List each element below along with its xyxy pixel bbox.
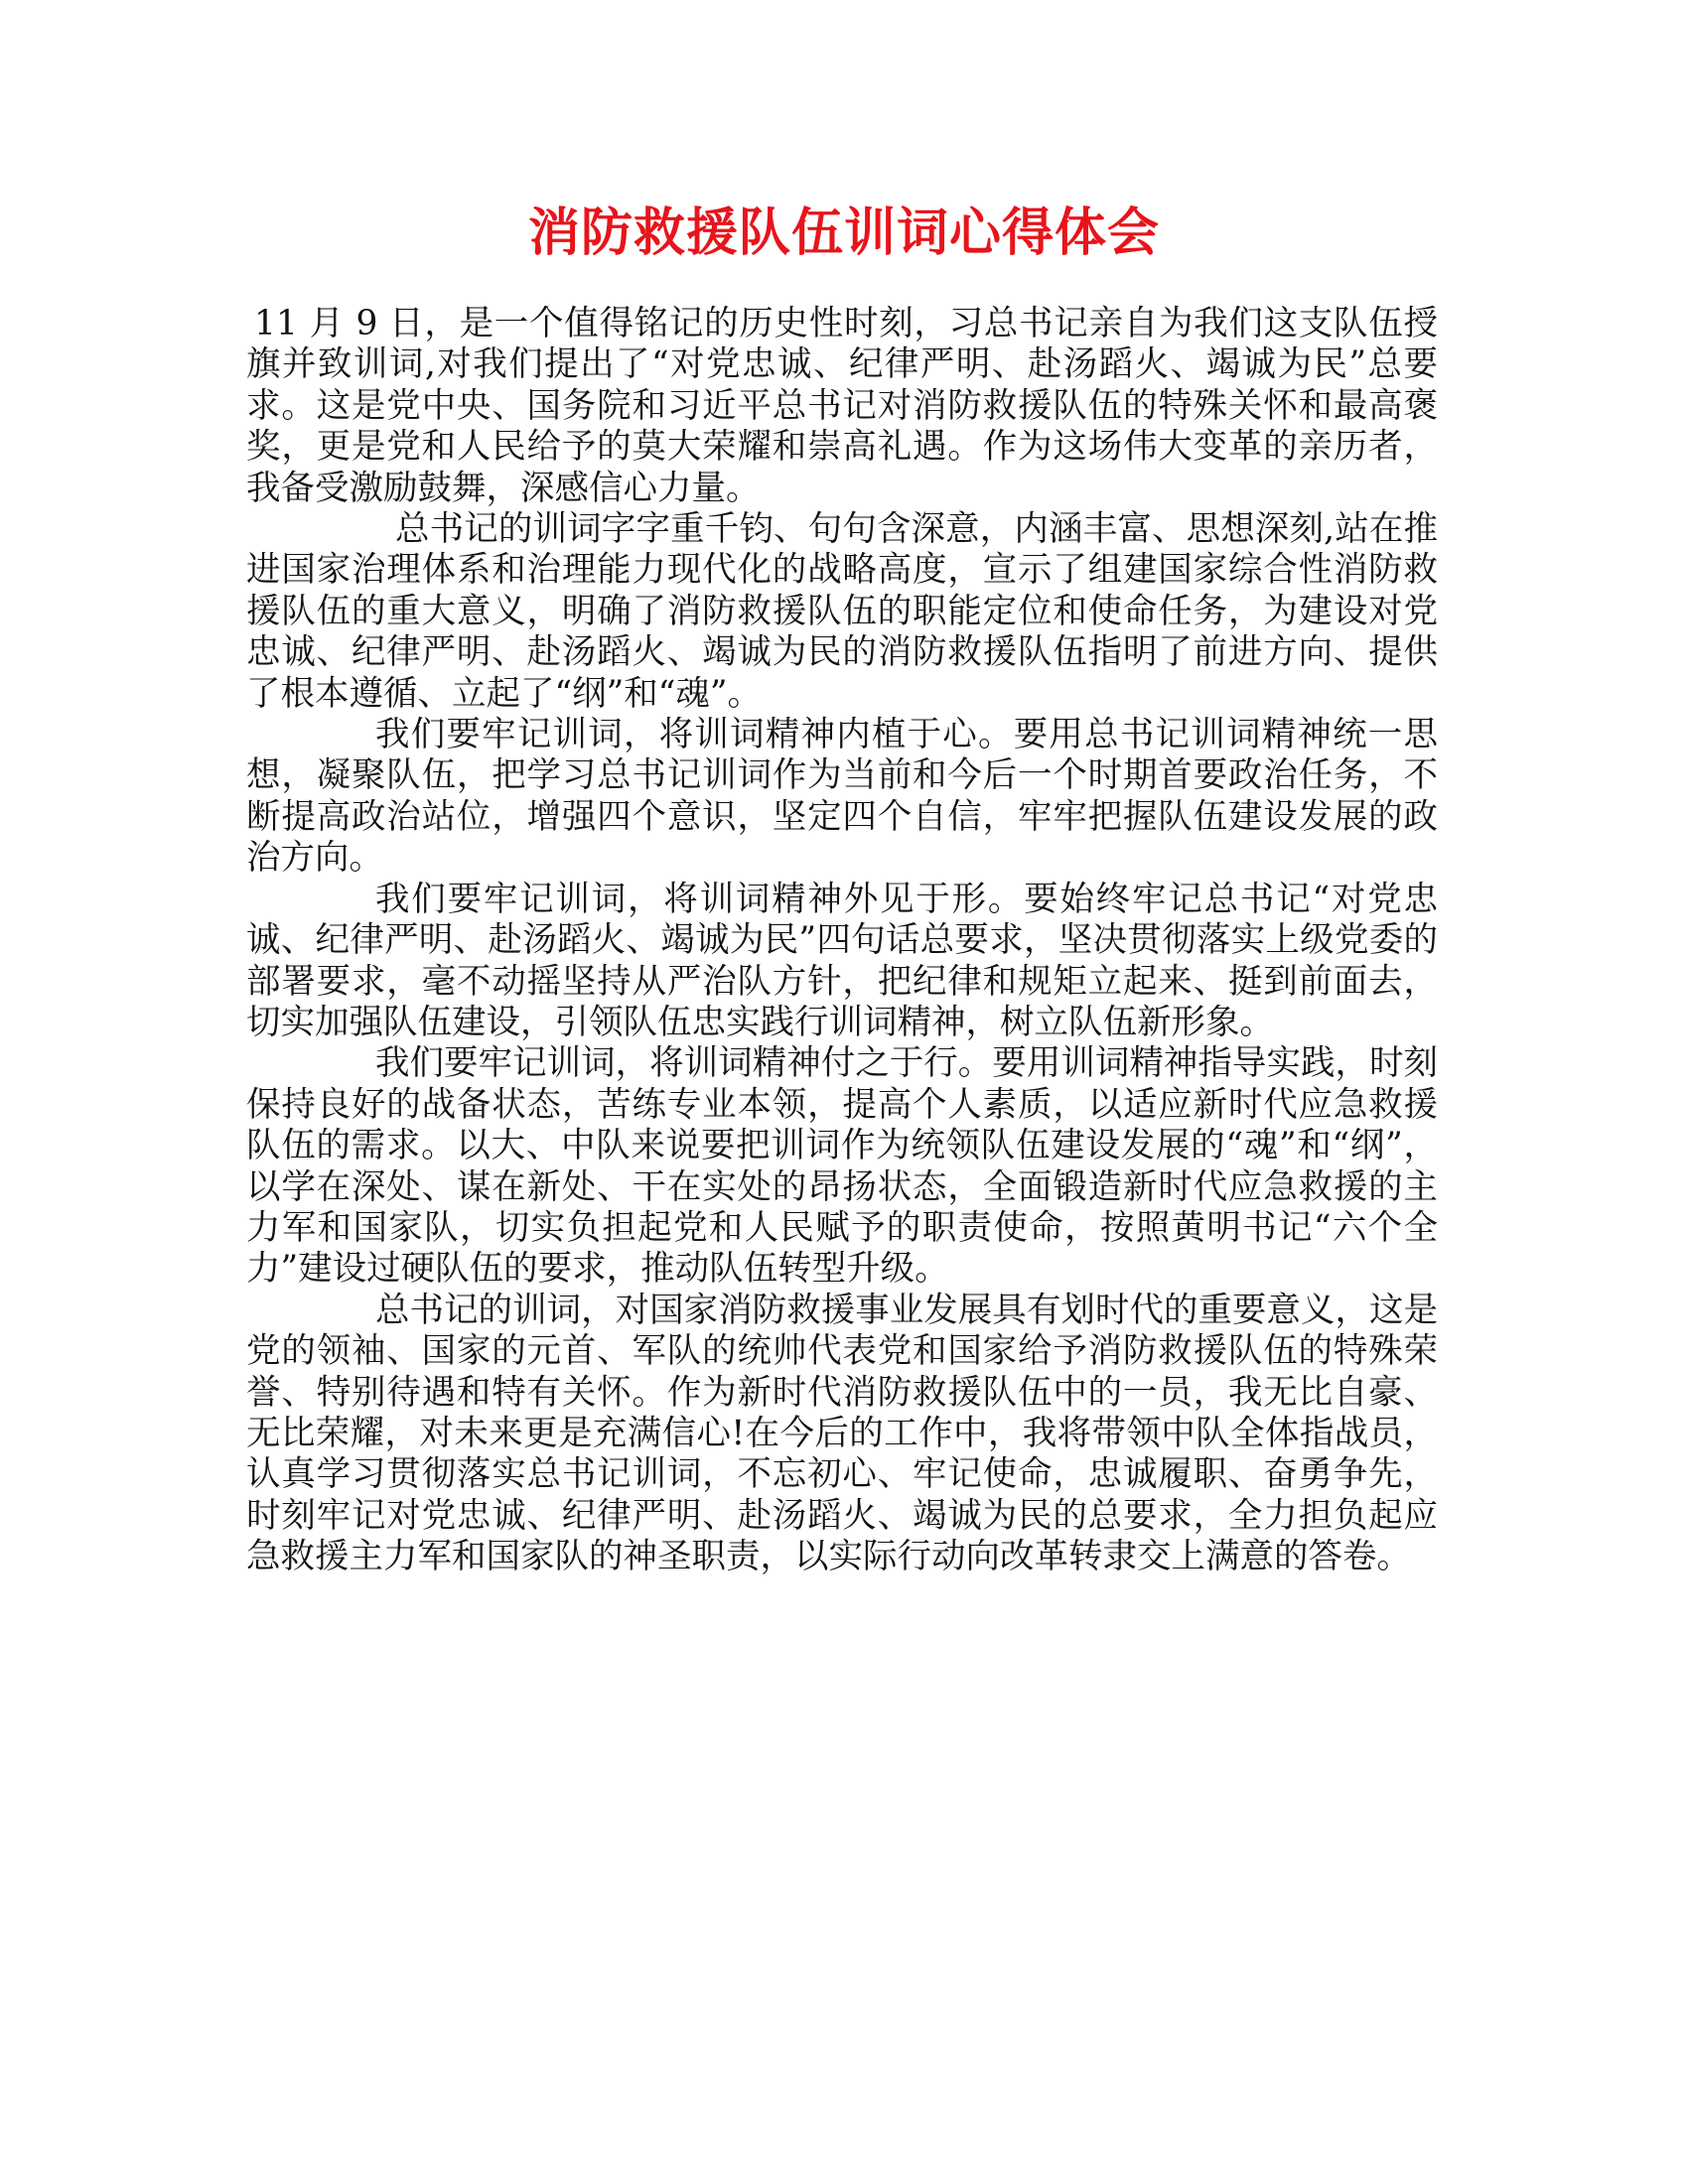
paragraph-2: 总书记的训词字字重千钧、句句含深意，内涵丰富、思想深刻,站在推进国家治理体系和治理能力现代化的战略高度，宣示了组建国家综合性消防救援队伍的重大意义，明确了消防救援队伍的职能定位和使命任务，为建设对党忠诚、纪律严明、赴汤蹈火、竭诚为民的消防救援队伍指明了前进方向、提供了根本遵循、立起了“纲”和“魂”。 (246, 509, 1438, 714)
document-title: 消防救援队伍训词心得体会 (527, 204, 1160, 263)
paragraph-4: 我们要牢记训词，将训词精神外见于形。要始终牢记总书记“对党忠诚、纪律严明、赴汤蹈火、竭诚为民”四句话总要求，坚决贯彻落实上级党委的部署要求，毫不动摇坚持从严治队方针，把纪律和规矩立起来、挺到前面去，切实加强队伍建设，引领队伍忠实践行训词精神，树立队伍新形象。 (246, 879, 1438, 1042)
paragraph-5: 我们要牢记训词，将训词精神付之于行。要用训词精神指导实践，时刻保持良好的战备状态，苦练专业本领，提高个人素质，以适应新时代应急救援队伍的需求。以大、中队来说要把训词作为统领队伍建设发展的“魂”和“纲”，以学在深处、谋在新处、干在实处的昂扬状态，全面锻造新时代应急救援的主力军和国家队，切实负担起党和人民赋予的职责使命，按照黄明书记“六个全力”建设过硬队伍的要求，推动队伍转型升级。 (246, 1043, 1438, 1290)
paragraph-1: 11 月 9 日，是一个值得铭记的历史性时刻，习总书记亲自为我们这支队伍授旗并致训词,对我们提出了“对党忠诚、纪律严明、赴汤蹈火、竭诚为民”总要求。这是党中央、国务院和习近平总书记对消防救援队伍的特殊关怀和最高褒奖，更是党和人民给予的莫大荣耀和崇高礼遇。作为这场伟大变革的亲历者，我备受激励鼓舞，深感信心力量。 (246, 304, 1438, 508)
paragraph-6: 总书记的训词，对国家消防救援事业发展具有划时代的重要意义，这是党的领袖、国家的元首、军队的统帅代表党和国家给予消防救援队伍的特殊荣誉、特别待遇和特有关怀。作为新时代消防救援队伍中的一员，我无比自豪、无比荣耀，对未来更是充满信心!在今后的工作中，我将带领中队全体指战员，认真学习贯彻落实总书记训词，不忘初心、牢记使命，忠诚履职、奋勇争先，时刻牢记对党忠诚、纪律严明、赴汤蹈火、竭诚为民的总要求，全力担负起应急救援主力军和国家队的神圣职责，以实际行动向改革转隶交上满意的答卷。 (246, 1290, 1438, 1577)
document-body (246, 304, 1438, 1578)
paragraph-3: 我们要牢记训词，将训词精神内植于心。要用总书记训词精神统一思想，凝聚队伍，把学习总书记训词作为当前和今后一个时期首要政治任务，不断提高政治站位，增强四个意识，坚定四个自信，牢牢把握队伍建设发展的政治方向。 (246, 715, 1438, 879)
